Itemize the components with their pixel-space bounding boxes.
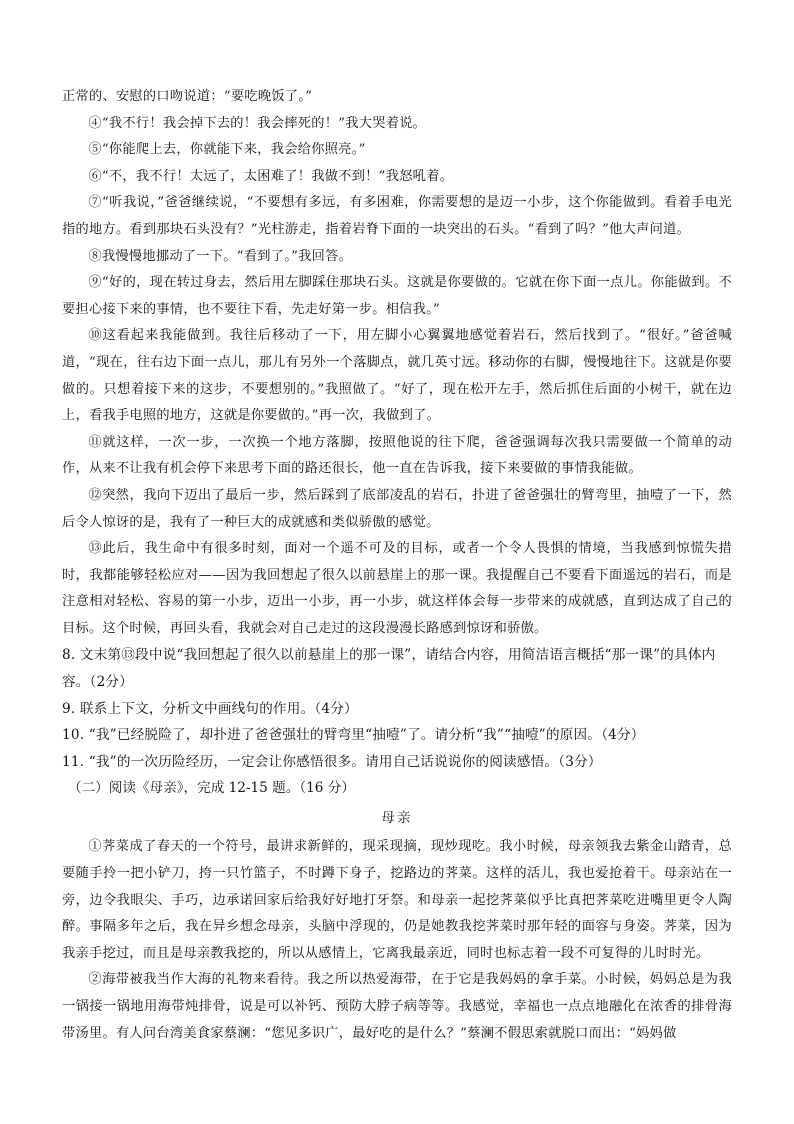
paragraph-8: ⑧我慢慢地挪动了一下。“看到了。”我回答。 [88,248,353,264]
article-title: 母亲 [381,810,413,827]
paragraph-9: ⑨“好的，现在转过身去，然后用左脚踩住那块石头。这就是你要做的。它就在你下面一点儿。你能做到。不要担心接下来的事情，也不要往下看，先走好第一步。相信我。” [62,275,732,317]
question-9: 9. 联系上下文，分析文中画线句的作用。（4分） [62,700,358,717]
paragraph-continuation: 正常的、安慰的口吻说道：“要吃晚饭了。” [62,89,313,104]
paragraph-6: ⑥“不，我不行！太远了，太困难了！我做不到！”我怒吼着。 [88,168,454,184]
mother-paragraph-2: ②海带被我当作大海的礼物来看待。我之所以热爱海带，在于它是我妈妈的拿手菜。小时候，妈妈总是为我一锅接一锅地用海带炖排骨，说是可以补钙、预防大脖子病等等。我感觉，幸福也一点点地融化在浓香的排骨海带汤里。有人问台湾美食家蔡澜：“您见多识广，最好吃的是什么？”蔡澜不假思索就脱口而出：“妈妈做 [62,972,732,1041]
paragraph-11: ⑪就这样，一次一步，一次换一个地方落脚，按照他说的往下爬，爸爸强调每次我只需要做一个简单的动作，从来不让我有机会停下来思考下面的路还很长，他一直在告诉我，接下来要做的事情我能做。 [62,434,732,477]
paragraph-7: ⑦“听我说，”爸爸继续说，“不要想有多远，有多困难，你需要想的是迈一小步，这个你能做到。看着手电光指的地方。看到那块石头没有？”光柱游走，指着岩脊下面的一块突出的石头。“看到了吗？”他大声问道。 [62,195,732,237]
section-heading: （二）阅读《母亲》，完成 12-15 题。（16 分） [68,780,355,797]
paragraph-10: ⑩这看起来我能做到。我往后移动了一下，用左脚小心翼翼地感觉着岩石，然后找到了。“很好。”爸爸喊道，“现在，往右边下面一点儿，那儿有另外一个落脚点，就几英寸远。移动你的右脚，慢慢地往下。这就是你要做的。只想着接下来的这步，不要想别的。”我照做了。“好了，现在松开左手，然后抓住后面的小树干，就在边上，看我手电照的地方，这就是你要做的。”再一次，我做到了。 [62,328,732,424]
mother-paragraph-1: ①荠菜成了春天的一个符号，最讲求新鲜的，现采现摘，现炒现吃。我小时候，母亲领我去紫金山踏青，总要随手拎一把小铲刀，挎一只竹篮子，不时蹲下身子，挖路边的荠菜。这样的活儿，我也爱抢着干。母亲站在一旁，边令我眼尖、手巧，边承诺回家后给我好好地打牙祭。和母亲一起挖荠菜似乎比真把荠菜吃进嘴里更令人陶醉。事隔多年之后，我在异乡想念母亲，头脑中浮现的，仍是她教我挖荠菜时那年轻的面容与身姿。荠菜，因为我亲手挖过，而且是母亲教我挖的，所以从感情上，它离我最亲近，同时也标志着一段不可复得的儿时时光。 [62,839,732,961]
paragraph-13: ⑬此后，我生命中有很多时刻，面对一个遥不可及的目标，或者一个令人畏惧的情境，当我感到惊慌失措时，我都能够轻松应对——因为我回想起了很久以前悬崖上的那一课。我提醒自己不要看下面遥远的岩石，而是注意相对轻松、容易的第一小步，迈出一小步，再一小步，就这样体会每一步带来的成就感，直到达成了自己的目标。这个时候，再回头看，我就会对自己走过的这段漫漫长路感到惊讶和骄傲。 [62,541,732,636]
question-10: 10. “我”已经脱险了，却扑进了爸爸强壮的臂弯里“抽噎”了。请分析“我”“抽噎”的原因。（4分） [62,727,645,744]
paragraph-5: ⑤“你能爬上去，你就能下来，我会给你照亮。” [88,142,366,158]
question-11: 11. “我”的一次历险经历，一定会让你感悟很多。请用自己话说说你的阅读感悟。（3分） [62,753,602,770]
paragraph-12: ⑫突然，我向下迈出了最后一步，然后踩到了底部凌乱的岩石，扑进了爸爸强壮的臂弯里，抽噎了一下，然后令人惊讶的是，我有了一种巨大的成就感和类似骄傲的感觉。 [62,487,732,530]
question-8: 8. 文末第⑬段中说“我回想起了很久以前悬崖上的那一课”，请结合内容，用简洁语言概括“那一课”的具体内容。（2分） [62,647,716,691]
paragraph-4: ④“我不行！我会掉下去的！我会摔死的！”我大哭着说。 [88,115,427,131]
